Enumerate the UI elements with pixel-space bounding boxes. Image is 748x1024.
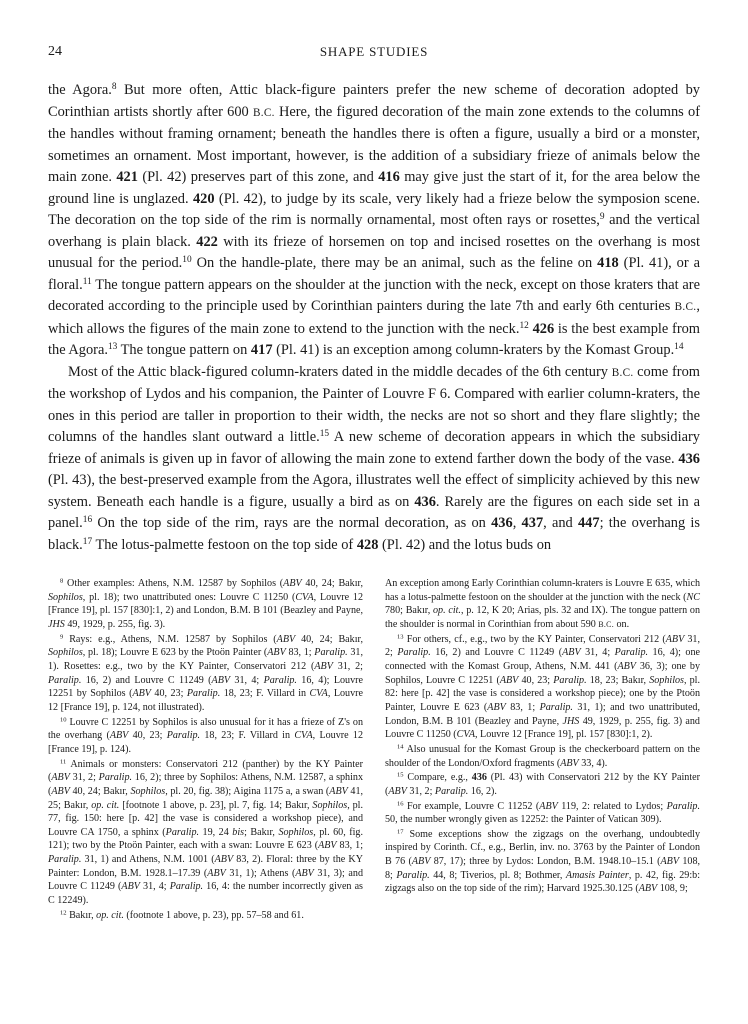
page-header <box>48 44 700 64</box>
footnote: $^{13}$ For others, cf., e.g., two by the KY Painter, Conservatori 212 (ABV 31, 2; Paralip. 16, 2) and Louvre C 11249 (ABV 31, 4; Paralip. 16, 4); one connected with the Komast Group, Athens, N.M. 441 (ABV 36, 3); one by Sophilos, Louvre C 12251 (ABV 40, 23; Paralip. 18, 23; Bakır, Sophilos, pl. 82: here [p. 42] the vase is considered a workshop piece); one by the Ptoön Painter, Louvre E 623 (ABV 83, 1; Paralip. 31, 1); and two unattributed, London, B.M. B 101 (Beazley and Payne, JHS 49, 1929, p. 255, fig. 3) and Louvre C 11250 (CVA, Louvre 12 [France 19], pl. 157 [830]:1, 2). <box>385 633 701 741</box>
footnote: $^{11}$ Animals or monsters: Conservatori 212 (panther) by the KY Painter (ABV 31, 2; Paralip. 16, 2); three by Sophilos: Athens, N.M. 12587, a sphinx (ABV 40, 24; Bakır, Sophilos, pl. 20, fig. 38); Aigina 1175 a, a swan (ABV 41, 25; Bakır, op. cit. [footnote 1 above, p. 23], pl. 7, fig. 14; Bakır, Sophilos, pl. 77, fig. 150: here [p. 42] the vase is considered a workshop piece), and Louvre CA 1750, a sphinx (Paralip. 19, 24 bis; Bakır, Sophilos, pl. 60, fig. 121); two by the Ptoön Painter, each with a swan: Louvre E 623 (ABV 83, 1; Paralip. 31, 1) and Athens, N.M. 1001 (ABV 83, 2). Floral: three by the KY Painter: London, B.M. 1928.1–17.39 (ABV 31, 1); Athens (ABV 31, 3); and Louvre C 11249 (ABV 31, 4; Paralip. 16, 4: the number incorrectly given as C 12249). <box>48 757 364 907</box>
running-head: SHAPE STUDIES <box>319 44 429 59</box>
footnote: $^8$ Other examples: Athens, N.M. 12587 by Sophilos (ABV 40, 24; Bakır, Sophilos, pl. 18); two unattributed ones: Louvre C 11250 (CVA, Louvre 12 [France 19], pl. 157 [830]:1, 2) and London, B.M. B 101 (Beazley and Payne, JHS 49, 1929, p. 255, fig. 3). <box>48 577 363 630</box>
footnote: $^{17}$ Some exceptions show the zigzags on the overhang, undoubtedly inspired by Corinth. Cf., e.g., Berlin, inv. no. 3763 by the Painter of London B 76 (ABV 87, 17); three by Lydos: London, B.M. 1948.10–15.1 (ABV 108, 8; Paralip. 44, 8; Tiverios, pl. 8; Bothmer, Amasis Painter, p. 42, fig. 29:b: zigzags also on the top side of the rim); Harvard 1925.30.125 (ABV 108, 9; <box>385 828 701 895</box>
footnote: $^{10}$ Louvre C 12251 by Sophilos is also unusual for it has a frieze of Z's on the overhang (ABV 40, 23; Paralip. 18, 23; F. Villard in CVA, Louvre 12 [France 19], p. 124). <box>48 715 363 755</box>
footnotes-right-column <box>385 577 700 897</box>
footnote: $^{12}$ Bakır, op. cit. (footnote 1 above, p. 23), pp. 57–58 and 61. <box>60 909 304 921</box>
footnote: $^{16}$ For example, Louvre C 11252 (ABV 119, 2: related to Lydos; Paralip. 50, the number wrongly given as 12252: the Painter of Vatican 309). <box>385 799 700 826</box>
page-number: 24 <box>48 44 62 59</box>
footnote: $^{14}$ Also unusual for the Komast Group is the checkerboard pattern on the shoulder of the London/Oxford fragments (ABV 33, 4). <box>385 743 700 769</box>
body-paragraph: the Agora.$^8$ But more often, Attic black-figure painters prefer the new scheme of decoration adopted by Corinthian artists shortly after 600 B.C. Here, the figured decoration of the main zone extends to the columns of the handles without framing ornament; beneath the handles there is often a figure, usually a bird or a monster, sometimes an ornament. Most important, however, is the addition of a subsidiary frieze of animals below the main zone. 421 (Pl. 42) preserves part of this zone, and 416 may give just the start of it, for the area below the ground line is unglazed. 420 (Pl. 42), to judge by its scale, very likely had a frieze below the symposion scene. The decoration on the top side of the rim is normally ornamental, most often rays or rosettes,$^9$ and the vertical overhang is plain black. 422 with its frieze of horsemen on top and incised rosettes on the overhang is most unusual for the period.$^{10}$ On the handle-plate, there may be an animal, such as the feline on 418 (Pl. 41), or a floral.$^{11}$ The tongue pattern appears on the shoulder at the junction with the neck, except on those kraters that are decorated according to the principle used by Corinthian painters during the late 7th and early 6th centuries B.C., which allows the figures of the main zone to extend to the junction with the neck.$^{12}$ 426 is the best example from the Agora.$^{13}$ The tongue pattern on 417 (Pl. 41) is an exception among column-kraters by the Komast Group.$^{14}$ <box>48 81 701 358</box>
main-text <box>48 80 700 556</box>
footnotes-left-column <box>48 577 363 923</box>
footnote: $^{15}$ Compare, e.g., 436 (Pl. 43) with Conservatori 212 by the KY Painter (ABV 31, 2; Paralip. 16, 2). <box>385 771 700 797</box>
footnote-continuation: An exception among Early Corinthian column-kraters is Louvre E 635, which has a lotus-palmette festoon on the shoulder at the junction with the neck (NC 780; Bakır, op. cit., p. 12, K 20; Arias, pls. 32 and IX). The tongue pattern on the shoulder is normal in Corinthian from about 590 B.C. on. <box>385 578 700 630</box>
footnote: $^9$ Rays: e.g., Athens, N.M. 12587 by Sophilos (ABV 40, 24; Bakır, Sophilos, pl. 18); Louvre E 623 by the Ptoön Painter (ABV 83, 1; Paralip. 31, 1). Rosettes: e.g., two by the KY Painter, Conservatori 212 (ABV 31, 2; Paralip. 16, 2) and Louvre C 11249 (ABV 31, 4; Paralip. 16, 4); Louvre 12251 by Sophilos (ABV 40, 23; Paralip. 18, 23; F. Villard in CVA, Louvre 12 [France 19], p. 124, not illustrated). <box>48 633 363 713</box>
body-paragraph: Most of the Attic black-figured column-kraters dated in the middle decades of the 6th century B.C. come from the workshop of Lydos and his companion, the Painter of Louvre F 6. Compared with earlier column-kraters, the ones in this period are taller in proportion to their width, the necks are not so short and they flare slightly; the columns of the handles slant outward a little.$^{15}$ A new scheme of decoration appears in which the subsidiary frieze of animals is given up in favor of allowing the main zone to extend farther down the body of the vase. 436 (Pl. 43), the best-preserved example from the Agora, illustrates well the effect of simplicity achieved by this new system. Beneath each handle is a figure, usually a bird as on 436. Rarely are the figures on each side set in a panel.$^{16}$ On the top side of the rim, rays are the normal decoration, as on 436, 437, and 447; the overhang is black.$^{17}$ The lotus-palmette festoon on the top side of 428 (Pl. 42) and the lotus buds on <box>48 363 701 553</box>
